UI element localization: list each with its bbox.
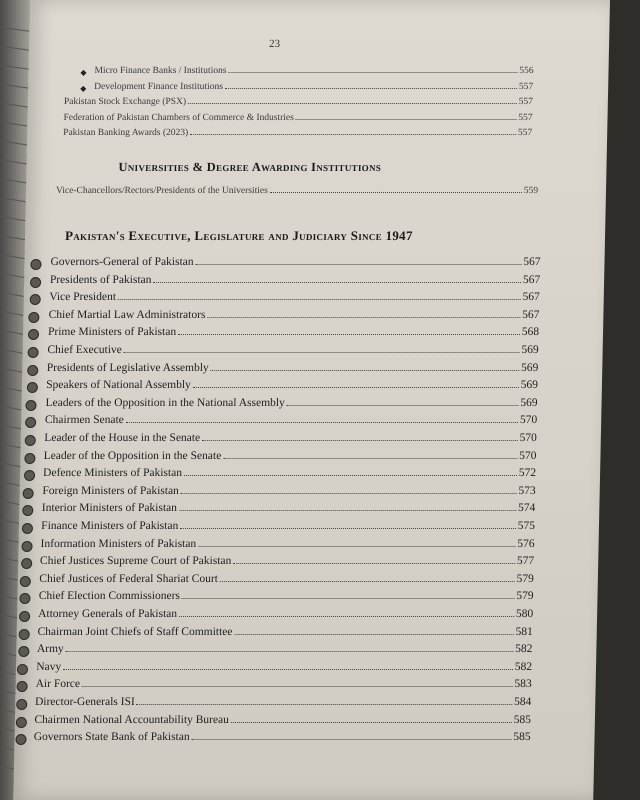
binding-ring-icon	[15, 734, 26, 745]
toc-entry-label: Interior Ministers of Pakistan	[41, 502, 178, 515]
binding-ring-icon	[30, 259, 41, 270]
toc-entry-label: Vice-Chancellors/Rectors/Presidents of the Universities	[55, 186, 268, 196]
toc-entry-page: 575	[517, 520, 536, 532]
dot-leader	[180, 528, 515, 529]
binding-ring-icon	[22, 505, 33, 516]
toc-entry[interactable]	[49, 291, 540, 303]
binding-ring-icon	[17, 681, 28, 692]
toc-entry-page: 579	[516, 572, 535, 585]
toc-entry-label: Prime Ministers of Pakistan	[47, 326, 177, 339]
binding-ring-icon	[21, 558, 32, 569]
toc-entry-page: 574	[517, 502, 536, 515]
toc-entry-label: Finance Ministers of Pakistan	[41, 520, 179, 532]
toc-entry[interactable]	[64, 97, 533, 107]
binding-ring-icon	[16, 699, 27, 710]
toc-entry-page: 557	[518, 112, 533, 123]
dot-leader	[181, 493, 517, 494]
page-number: 23	[268, 38, 281, 50]
toc-entry[interactable]	[34, 714, 531, 726]
toc-entry[interactable]	[43, 467, 536, 479]
toc-entry-page: 557	[518, 81, 534, 92]
toc-entry[interactable]	[35, 696, 532, 708]
toc-entry-page: 568	[521, 326, 540, 339]
toc-entry[interactable]	[40, 538, 534, 550]
dot-leader	[184, 475, 517, 476]
toc-entry-label: Development Finance Institutions	[94, 81, 224, 92]
binding-ring-icon	[21, 541, 32, 552]
binding-ring-icon	[25, 417, 36, 428]
binding-ring-icon	[22, 523, 33, 534]
toc-entry-page: 567	[523, 256, 541, 268]
toc-entry-page: 583	[514, 678, 532, 691]
toc-entry[interactable]	[46, 379, 538, 391]
dot-leader	[193, 387, 519, 388]
toc-entry[interactable]	[47, 344, 539, 356]
toc-entry-page: 569	[520, 379, 539, 392]
toc-entry[interactable]	[42, 485, 536, 497]
binding-ring-icon	[26, 400, 37, 411]
toc-entry[interactable]	[45, 414, 538, 426]
toc-entry-label: Leaders of the Opposition in the National Assembly	[45, 396, 285, 409]
binding-ring-icon	[25, 435, 36, 446]
toc-entry-label: Information Ministers of Pakistan	[40, 537, 197, 550]
binding-ring-icon	[17, 664, 28, 675]
toc-entry-label: Air Force	[35, 678, 81, 691]
toc-entry[interactable]	[45, 397, 537, 409]
dot-leader	[196, 264, 522, 265]
toc-entry-page: 557	[518, 97, 533, 107]
dot-leader	[207, 317, 520, 318]
toc-entry[interactable]	[94, 82, 533, 92]
dot-leader	[296, 119, 516, 120]
toc-entry-label: Attorney Generals of Pakistan	[38, 608, 178, 620]
binding-ring-icon	[18, 646, 29, 657]
toc-entry-page: 567	[522, 308, 540, 321]
toc-entry-label: Chief Justices Supreme Court of Pakistan	[39, 555, 232, 568]
dot-leader	[124, 352, 520, 353]
dot-leader	[228, 72, 517, 73]
section-heading-executive: Pakistan's Executive, Legislature and Judiciary Since 1947	[64, 228, 413, 243]
dot-leader	[223, 458, 517, 459]
toc-entry-label: Navy	[36, 660, 62, 673]
toc-entry[interactable]	[56, 186, 538, 196]
toc-entry-label: Chairman Joint Chiefs of Staff Committee	[37, 625, 233, 638]
toc-entry[interactable]	[38, 608, 533, 620]
toc-entry[interactable]	[50, 256, 540, 268]
dot-leader	[190, 134, 516, 135]
dot-leader	[225, 88, 517, 89]
dot-leader	[192, 739, 512, 740]
toc-entry-page: 557	[517, 128, 533, 138]
toc-entry-page: 576	[517, 537, 535, 550]
toc-entry[interactable]	[48, 326, 539, 338]
toc-entry-page: 584	[513, 696, 532, 708]
toc-entry[interactable]	[42, 502, 536, 514]
toc-entry[interactable]	[44, 450, 537, 462]
binding-ring-icon	[26, 382, 37, 393]
binding-ring-icon	[19, 611, 30, 622]
toc-entry-page: 570	[519, 432, 537, 444]
toc-entry[interactable]	[37, 626, 533, 638]
toc-entry-label: Army	[36, 643, 64, 656]
toc-entry-page: 569	[520, 396, 538, 409]
binding-ring-icon	[24, 470, 35, 481]
toc-entry-page: 579	[516, 590, 534, 603]
toc-page	[13, 0, 610, 800]
binding-ring-icon	[30, 277, 41, 288]
dot-leader	[231, 722, 512, 723]
toc-entry-page: 581	[515, 625, 533, 638]
toc-entry-label: Chief Election Commissioners	[38, 590, 181, 603]
toc-entry-page: 580	[515, 608, 534, 620]
toc-entry-label: Director-Generals ISI	[34, 696, 135, 708]
binding-ring-icon	[23, 488, 34, 499]
binding-ring-icon	[24, 453, 35, 464]
toc-entry-page: 582	[514, 660, 533, 673]
dot-leader	[233, 563, 515, 564]
toc-entry[interactable]	[40, 555, 535, 567]
dot-leader	[188, 103, 517, 104]
dot-leader	[63, 669, 513, 670]
toc-entry-label: Pakistan Stock Exchange (PSX)	[63, 97, 187, 107]
toc-entry-page: 570	[519, 449, 537, 462]
dot-leader	[118, 299, 521, 300]
dot-leader	[179, 616, 514, 617]
toc-entry[interactable]	[36, 661, 532, 673]
toc-entry-label: Vice President	[49, 291, 117, 304]
toc-entry-label: Pakistan Banking Awards (2023)	[63, 128, 189, 138]
toc-entry-label: Chief Justices of Federal Shariat Court	[39, 572, 219, 585]
toc-entry-page: 559	[523, 186, 539, 196]
dot-leader	[137, 704, 512, 705]
binding-ring-icon	[16, 717, 27, 728]
dot-leader	[66, 651, 513, 652]
toc-entry-page: 572	[518, 467, 537, 480]
toc-entry-page: 585	[513, 731, 531, 744]
toc-entry-label: Speakers of National Assembly	[46, 379, 191, 392]
dot-leader	[179, 510, 516, 511]
toc-entry-page: 567	[522, 273, 541, 286]
binding-ring-icon	[28, 329, 39, 340]
toc-entry-page: 577	[516, 555, 535, 568]
toc-entry-label: Leader of the House in the Senate	[44, 432, 201, 444]
toc-entry[interactable]	[37, 643, 533, 655]
toc-entry-label: Micro Finance Banks / Institutions	[94, 66, 227, 76]
binding-ring-icon	[29, 312, 40, 323]
section-heading-universities: Universities & Degree Awarding Institutions	[118, 160, 382, 174]
toc-entry-page: 573	[518, 484, 536, 497]
binding-ring-icon	[20, 576, 31, 587]
toc-entry-label: Foreign Ministers of Pakistan	[42, 484, 180, 497]
toc-entry-page: 569	[521, 344, 539, 356]
toc-entry-label: Leader of the Opposition in the Senate	[43, 449, 222, 462]
toc-entry-label: Chairmen National Accountability Bureau	[34, 713, 230, 726]
dot-leader	[126, 422, 518, 423]
toc-entry[interactable]	[41, 520, 535, 532]
toc-entry-page: 569	[520, 361, 539, 374]
binding-ring-icon	[18, 629, 29, 640]
toc-entry[interactable]	[50, 274, 541, 286]
dot-leader	[153, 282, 520, 283]
toc-entry-label: Chief Martial Law Administrators	[48, 308, 206, 321]
binding-ring-icon	[27, 365, 38, 376]
toc-entry-page: 582	[515, 643, 533, 656]
toc-entry-label: Governors State Bank of Pakistan	[33, 731, 190, 744]
toc-entry[interactable]	[63, 113, 532, 123]
toc-entry[interactable]	[39, 590, 534, 602]
toc-entry[interactable]	[49, 309, 540, 321]
dot-leader	[182, 598, 514, 599]
toc-entry-label: Presidents of Legislative Assembly	[46, 361, 209, 374]
toc-entry[interactable]	[36, 678, 532, 690]
dot-leader	[220, 581, 515, 582]
toc-entry[interactable]	[47, 362, 539, 374]
toc-entry-page: 567	[522, 291, 540, 304]
binding-ring-icon	[20, 593, 31, 604]
dot-leader	[202, 440, 517, 441]
toc-entry[interactable]	[94, 66, 533, 76]
toc-entry-page: 585	[513, 713, 532, 726]
dot-leader	[198, 546, 515, 547]
toc-entry[interactable]	[63, 128, 532, 138]
diamond-bullet-icon: ◆	[80, 68, 87, 77]
toc-entry-page: 556	[519, 66, 534, 76]
toc-entry-label: Federation of Pakistan Chambers of Commerce & Industries	[63, 112, 294, 123]
dot-leader	[270, 192, 522, 193]
toc-entry[interactable]	[39, 573, 534, 585]
toc-entry-page: 570	[519, 414, 538, 427]
toc-entry-label: Chairmen Senate	[44, 414, 124, 427]
dot-leader	[211, 370, 519, 371]
binding-ring-icon	[28, 347, 39, 358]
toc-entry-label: Governors-General of Pakistan	[50, 256, 194, 268]
toc-entry-label: Defence Ministers of Pakistan	[42, 467, 183, 480]
diamond-bullet-icon: ◆	[80, 83, 87, 93]
dot-leader	[287, 405, 519, 406]
dot-leader	[178, 334, 520, 335]
toc-entry[interactable]	[34, 731, 531, 743]
binding-ring-icon	[29, 294, 40, 305]
toc-entry-label: Chief Executive	[47, 344, 122, 356]
toc-entry-label: Presidents of Pakistan	[49, 273, 152, 286]
dot-leader	[82, 686, 512, 687]
dot-leader	[234, 634, 513, 635]
toc-entry[interactable]	[44, 432, 537, 444]
